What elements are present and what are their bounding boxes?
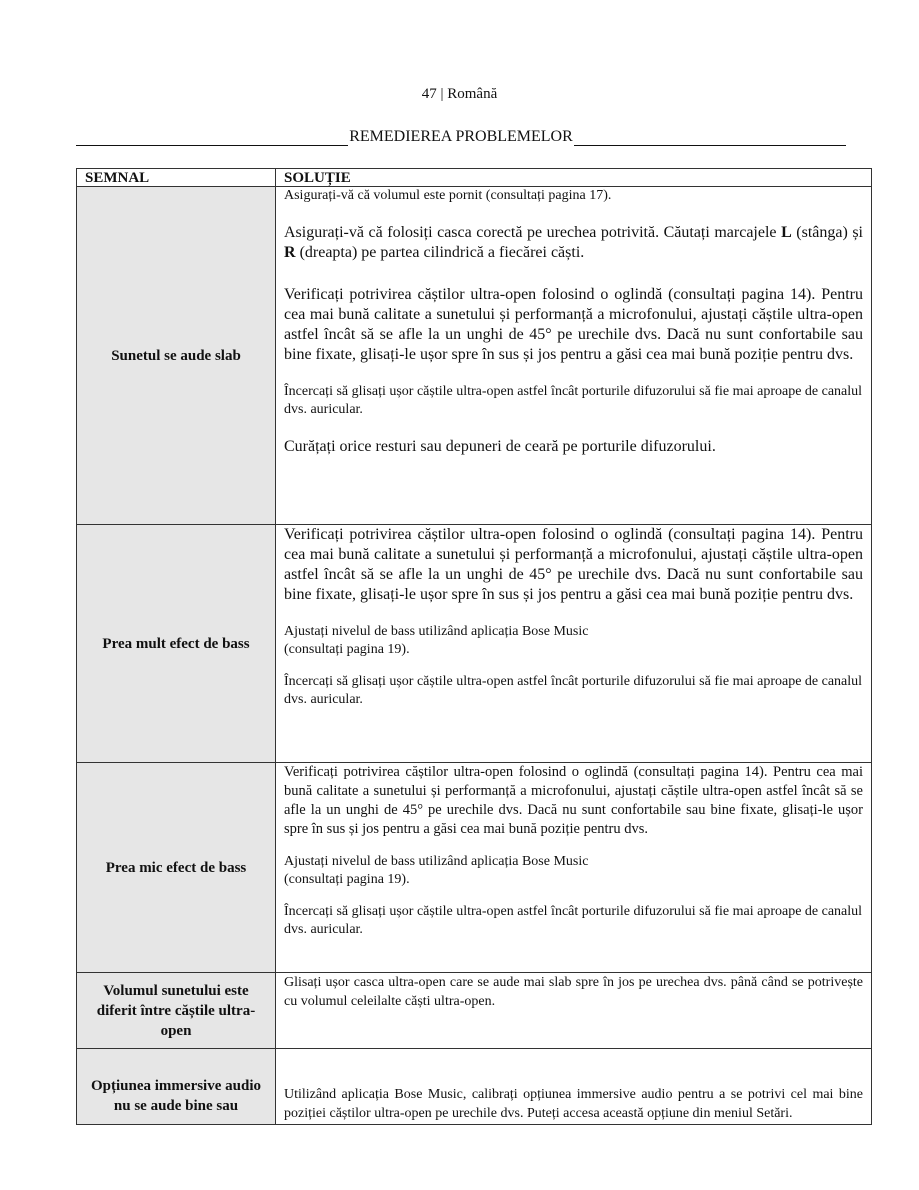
section-title-text: REMEDIEREA PROBLEMELOR xyxy=(349,128,573,145)
signal-cell: Prea mic efect de bass xyxy=(77,763,276,973)
solution-text: (consultați pagina 19). xyxy=(284,642,410,657)
header-signal: SEMNAL xyxy=(77,169,276,187)
solution-text: Asigurați-vă că volumul este pornit (consultați pagina 17). xyxy=(284,188,612,203)
solution-text: Ajustați nivelul de bass utilizând aplicația Bose Music xyxy=(284,854,589,869)
solution-text: Verificați potrivirea căștilor ultra-open folosind o oglindă (consultați pagina 14). Pentru cea mai bună calitate a sunetului și performanță a microfonului, ajustați căștile ultra-open astfel încât să se afle la un unghi de 45° pe urechile dvs. Dacă nu sunt confortabile sau bine fixate, glisați-le ușor spre în sus și jos pentru a găsi cea mai bună poziție pentru dvs. xyxy=(284,764,863,837)
page-number-header: 47 | Română xyxy=(421,86,498,102)
solution-cell xyxy=(276,525,872,763)
solution-cell xyxy=(276,973,872,1049)
section-title xyxy=(76,128,846,146)
solution-text: Încercați să glisați ușor căștile ultra-open astfel încât porturile difuzorului să fie mai aproape de canalul dvs. auricular. xyxy=(284,904,863,937)
table-row xyxy=(77,1049,872,1125)
signal-cell: Prea mult efect de bass xyxy=(77,525,276,763)
solution-text: (consultați pagina 19). xyxy=(284,872,410,887)
table-row xyxy=(77,525,872,763)
solution-cell xyxy=(276,763,872,973)
title-rule-left xyxy=(76,131,348,146)
solution-text: Verificați potrivirea căștilor ultra-open folosind o oglindă (consultați pagina 14). Pentru cea mai bună calitate a sunetului și performanță a microfonului, ajustați căștile ultra-open astfel încât să se afle la un unghi de 45° pe urechile dvs. Dacă nu sunt confortabile sau bine fixate, glisați-le ușor spre în sus și jos pentru a găsi cea mai bună poziție pentru dvs. xyxy=(284,286,863,363)
solution-text: Curățați orice resturi sau depuneri de ceară pe porturile difuzorului. xyxy=(284,438,716,455)
table-row xyxy=(77,973,872,1049)
table-header-row xyxy=(77,169,872,187)
table-row xyxy=(77,187,872,525)
header-solution: SOLUȚIE xyxy=(276,169,872,187)
solution-text: Utilizând aplicația Bose Music, calibrați opțiunea immersive audio pentru a se potrivi cel mai bine poziției căștilor ultra-open pe urechile dvs. Puteți accesa această opțiune din meniul Setări. xyxy=(284,1087,863,1121)
signal-cell: Volumul sunetului este diferit între căștile ultra-open xyxy=(77,973,276,1049)
title-rule-right xyxy=(574,131,846,146)
table-row xyxy=(77,763,872,973)
signal-cell: Sunetul se aude slab xyxy=(77,187,276,525)
solution-text: Ajustați nivelul de bass utilizând aplicația Bose Music xyxy=(284,624,589,639)
solution-text: Încercați să glisați ușor căștile ultra-open astfel încât porturile difuzorului să fie mai aproape de canalul dvs. auricular. xyxy=(284,674,863,707)
signal-cell: Opțiunea immersive audio nu se aude bine sau xyxy=(77,1049,276,1125)
solution-cell xyxy=(276,187,872,525)
solution-cell xyxy=(276,1049,872,1125)
solution-text: Glisați ușor casca ultra-open care se aude mai slab spre în jos pe urechea dvs. până când se potrivește cu volumul celeilalte căști ultra-open. xyxy=(284,975,863,1009)
solution-text: Verificați potrivirea căștilor ultra-open folosind o oglindă (consultați pagina 14). Pentru cea mai bună calitate a sunetului și performanță a microfonului, ajustați căștile ultra-open astfel încât să se afle la un unghi de 45° pe urechile dvs. Dacă nu sunt confortabile sau bine fixate, glisați-le ușor spre în sus și jos pentru a găsi cea mai bună poziție pentru dvs. xyxy=(284,526,863,603)
troubleshooting-table xyxy=(76,168,872,1125)
solution-text: Asigurați-vă că folosiți casca corectă pe urechea potrivită. Căutați marcajele L (stânga) și R (dreapta) pe partea cilindrică a fiecărei căști. xyxy=(284,224,863,261)
solution-text: Încercați să glisați ușor căștile ultra-open astfel încât porturile difuzorului să fie mai aproape de canalul dvs. auricular. xyxy=(284,384,863,417)
